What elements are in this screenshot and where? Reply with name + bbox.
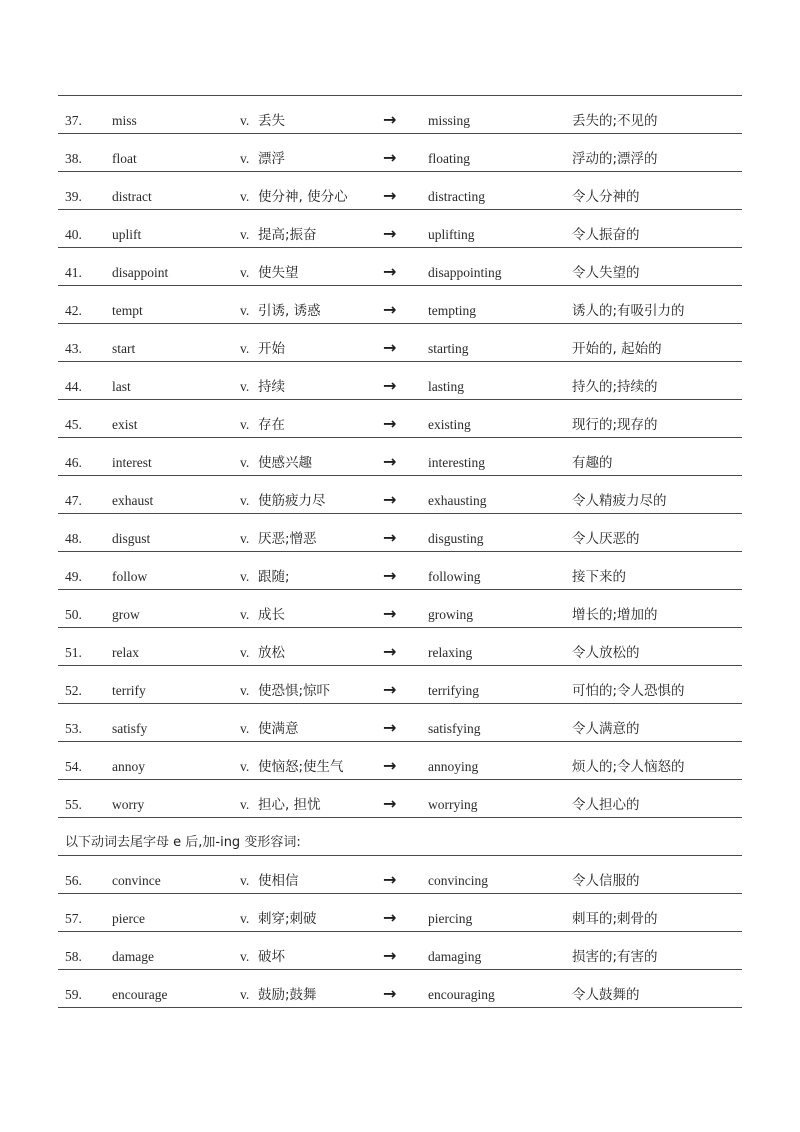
part-of-speech: v. bbox=[240, 151, 250, 166]
row-number: 39. bbox=[65, 189, 82, 204]
table-row bbox=[58, 134, 742, 172]
verb-word: pierce bbox=[112, 911, 145, 926]
arrow-icon: → bbox=[383, 566, 397, 585]
verb-meaning: 使分神, 使分心 bbox=[258, 189, 348, 205]
row-number: 42. bbox=[65, 303, 82, 318]
row-number: 51. bbox=[65, 645, 82, 660]
part-of-speech: v. bbox=[240, 721, 250, 736]
table-row bbox=[58, 514, 742, 552]
verb-word: distract bbox=[112, 189, 152, 204]
adjective-meaning: 令人厌恶的 bbox=[572, 531, 640, 547]
table-row bbox=[58, 438, 742, 476]
ing-form: disappointing bbox=[428, 265, 502, 280]
verb-meaning: 成长 bbox=[258, 607, 285, 623]
ing-form: exhausting bbox=[428, 493, 487, 508]
verb-word: exist bbox=[112, 417, 138, 432]
table-row bbox=[58, 552, 742, 590]
verb-meaning: 使恼怒;使生气 bbox=[258, 759, 344, 775]
part-of-speech: v. bbox=[240, 227, 250, 242]
verb-word: encourage bbox=[112, 987, 168, 1002]
verb-word: disgust bbox=[112, 531, 151, 546]
adjective-meaning: 令人信服的 bbox=[572, 873, 640, 889]
row-number: 59. bbox=[65, 987, 82, 1002]
verb-word: interest bbox=[112, 455, 152, 470]
row-number: 44. bbox=[65, 379, 82, 394]
verb-meaning: 破坏 bbox=[258, 949, 285, 965]
adjective-meaning: 刺耳的;刺骨的 bbox=[572, 911, 658, 927]
arrow-icon: → bbox=[383, 186, 397, 205]
table-row bbox=[58, 248, 742, 286]
row-number: 43. bbox=[65, 341, 82, 356]
part-of-speech: v. bbox=[240, 417, 250, 432]
part-of-speech: v. bbox=[240, 569, 250, 584]
part-of-speech: v. bbox=[240, 189, 250, 204]
verb-word: annoy bbox=[112, 759, 145, 774]
table-row bbox=[58, 970, 742, 1008]
verb-word: start bbox=[112, 341, 136, 356]
verb-meaning: 刺穿;刺破 bbox=[258, 911, 317, 927]
ing-form: convincing bbox=[428, 873, 488, 888]
part-of-speech: v. bbox=[240, 265, 250, 280]
table-row bbox=[58, 210, 742, 248]
table-row bbox=[58, 362, 742, 400]
ing-form: disgusting bbox=[428, 531, 484, 546]
part-of-speech: v. bbox=[240, 797, 250, 812]
table-row bbox=[58, 476, 742, 514]
row-number: 37. bbox=[65, 113, 82, 128]
table-group-2 bbox=[58, 856, 742, 1008]
verb-meaning: 使感兴趣 bbox=[258, 455, 312, 471]
adjective-meaning: 接下来的 bbox=[572, 569, 626, 585]
adjective-meaning: 有趣的 bbox=[572, 455, 613, 471]
ing-form: annoying bbox=[428, 759, 479, 774]
row-number: 45. bbox=[65, 417, 82, 432]
adjective-meaning: 令人分神的 bbox=[572, 189, 640, 205]
arrow-icon: → bbox=[383, 642, 397, 661]
table-row bbox=[58, 894, 742, 932]
ing-form: relaxing bbox=[428, 645, 473, 660]
verb-meaning: 跟随; bbox=[258, 569, 290, 585]
ing-form: growing bbox=[428, 607, 473, 622]
verb-word: convince bbox=[112, 873, 161, 888]
table-row bbox=[58, 96, 742, 134]
arrow-icon: → bbox=[383, 452, 397, 471]
verb-word: worry bbox=[112, 797, 145, 812]
verb-word: follow bbox=[112, 569, 148, 584]
row-number: 49. bbox=[65, 569, 82, 584]
verb-meaning: 鼓励;鼓舞 bbox=[258, 987, 317, 1003]
arrow-icon: → bbox=[383, 300, 397, 319]
part-of-speech: v. bbox=[240, 531, 250, 546]
verb-meaning: 持续 bbox=[258, 379, 285, 395]
ing-form: piercing bbox=[428, 911, 473, 926]
row-number: 41. bbox=[65, 265, 82, 280]
part-of-speech: v. bbox=[240, 113, 250, 128]
adjective-meaning: 丢失的;不见的 bbox=[572, 113, 658, 129]
table-row bbox=[58, 286, 742, 324]
arrow-icon: → bbox=[383, 490, 397, 509]
verb-word: miss bbox=[112, 113, 137, 128]
part-of-speech: v. bbox=[240, 873, 250, 888]
ing-form: damaging bbox=[428, 949, 482, 964]
table-group-1 bbox=[58, 96, 742, 818]
verb-word: float bbox=[112, 151, 137, 166]
part-of-speech: v. bbox=[240, 987, 250, 1002]
arrow-icon: → bbox=[383, 604, 397, 623]
row-number: 40. bbox=[65, 227, 82, 242]
section-note: 以下动词去尾字母 e 后,加-ing 变形容词: bbox=[65, 835, 301, 850]
verb-word: terrify bbox=[112, 683, 146, 698]
row-number: 54. bbox=[65, 759, 82, 774]
arrow-icon: → bbox=[383, 528, 397, 547]
verb-word: exhaust bbox=[112, 493, 154, 508]
adjective-meaning: 令人满意的 bbox=[572, 721, 640, 737]
verb-meaning: 担心, 担忧 bbox=[258, 797, 321, 813]
ing-form: interesting bbox=[428, 455, 485, 470]
verb-meaning: 放松 bbox=[258, 645, 285, 661]
ing-form: floating bbox=[428, 151, 470, 166]
adjective-meaning: 令人放松的 bbox=[572, 645, 640, 661]
row-number: 48. bbox=[65, 531, 82, 546]
verb-meaning: 使恐惧;惊吓 bbox=[258, 683, 331, 699]
ing-form: missing bbox=[428, 113, 471, 128]
adjective-meaning: 烦人的;令人恼怒的 bbox=[572, 759, 685, 775]
arrow-icon: → bbox=[383, 946, 397, 965]
verb-word: grow bbox=[112, 607, 140, 622]
arrow-icon: → bbox=[383, 870, 397, 889]
arrow-icon: → bbox=[383, 718, 397, 737]
table-row bbox=[58, 172, 742, 210]
verb-meaning: 使相信 bbox=[258, 873, 299, 889]
part-of-speech: v. bbox=[240, 379, 250, 394]
verb-word: relax bbox=[112, 645, 139, 660]
verb-meaning: 丢失 bbox=[258, 113, 285, 129]
ing-form: lasting bbox=[428, 379, 464, 394]
part-of-speech: v. bbox=[240, 759, 250, 774]
row-number: 57. bbox=[65, 911, 82, 926]
arrow-icon: → bbox=[383, 262, 397, 281]
adjective-meaning: 持久的;持续的 bbox=[572, 379, 658, 395]
adjective-meaning: 令人精疲力尽的 bbox=[572, 493, 667, 509]
adjective-meaning: 现行的;现存的 bbox=[572, 417, 658, 433]
part-of-speech: v. bbox=[240, 455, 250, 470]
arrow-icon: → bbox=[383, 756, 397, 775]
part-of-speech: v. bbox=[240, 607, 250, 622]
row-number: 50. bbox=[65, 607, 82, 622]
arrow-icon: → bbox=[383, 414, 397, 433]
table-row bbox=[58, 932, 742, 970]
verb-word: satisfy bbox=[112, 721, 148, 736]
table-row bbox=[58, 704, 742, 742]
ing-form: distracting bbox=[428, 189, 485, 204]
adjective-meaning: 开始的, 起始的 bbox=[572, 341, 662, 357]
adjective-meaning: 令人振奋的 bbox=[572, 227, 640, 243]
ing-form: worrying bbox=[428, 797, 478, 812]
adjective-meaning: 损害的;有害的 bbox=[572, 949, 658, 965]
adjective-meaning: 可怕的;令人恐惧的 bbox=[572, 683, 685, 699]
verb-meaning: 厌恶;憎恶 bbox=[258, 531, 317, 547]
row-number: 53. bbox=[65, 721, 82, 736]
arrow-icon: → bbox=[383, 984, 397, 1003]
arrow-icon: → bbox=[383, 908, 397, 927]
arrow-icon: → bbox=[383, 338, 397, 357]
adjective-meaning: 令人担心的 bbox=[572, 797, 640, 813]
ing-form: satisfying bbox=[428, 721, 481, 736]
part-of-speech: v. bbox=[240, 493, 250, 508]
verb-meaning: 使满意 bbox=[258, 721, 299, 737]
table-row bbox=[58, 324, 742, 362]
part-of-speech: v. bbox=[240, 645, 250, 660]
adjective-meaning: 浮动的;漂浮的 bbox=[572, 151, 658, 167]
verb-meaning: 使筋疲力尽 bbox=[258, 493, 326, 509]
verb-word: damage bbox=[112, 949, 154, 964]
ing-form: tempting bbox=[428, 303, 476, 318]
part-of-speech: v. bbox=[240, 341, 250, 356]
part-of-speech: v. bbox=[240, 303, 250, 318]
row-number: 55. bbox=[65, 797, 82, 812]
adjective-meaning: 令人失望的 bbox=[572, 265, 640, 281]
verb-word: last bbox=[112, 379, 131, 394]
table-row bbox=[58, 742, 742, 780]
verb-meaning: 开始 bbox=[258, 341, 285, 357]
arrow-icon: → bbox=[383, 794, 397, 813]
verb-meaning: 存在 bbox=[258, 417, 285, 433]
part-of-speech: v. bbox=[240, 949, 250, 964]
arrow-icon: → bbox=[383, 224, 397, 243]
section-note-row bbox=[58, 818, 742, 856]
ing-form: encouraging bbox=[428, 987, 495, 1002]
adjective-meaning: 诱人的;有吸引力的 bbox=[572, 303, 685, 319]
row-number: 52. bbox=[65, 683, 82, 698]
ing-form: starting bbox=[428, 341, 469, 356]
arrow-icon: → bbox=[383, 680, 397, 699]
arrow-icon: → bbox=[383, 148, 397, 167]
vocabulary-table bbox=[58, 95, 742, 1008]
table-row bbox=[58, 780, 742, 818]
arrow-icon: → bbox=[383, 376, 397, 395]
adjective-meaning: 令人鼓舞的 bbox=[572, 987, 640, 1003]
ing-form: following bbox=[428, 569, 481, 584]
ing-form: uplifting bbox=[428, 227, 475, 242]
verb-meaning: 漂浮 bbox=[258, 151, 285, 167]
row-number: 47. bbox=[65, 493, 82, 508]
verb-word: uplift bbox=[112, 227, 142, 242]
verb-meaning: 提高;振奋 bbox=[258, 227, 317, 243]
row-number: 46. bbox=[65, 455, 82, 470]
row-number: 56. bbox=[65, 873, 82, 888]
arrow-icon: → bbox=[383, 110, 397, 129]
verb-meaning: 使失望 bbox=[258, 265, 299, 281]
adjective-meaning: 增长的;增加的 bbox=[572, 607, 658, 623]
verb-word: tempt bbox=[112, 303, 143, 318]
table-row bbox=[58, 400, 742, 438]
table-row bbox=[58, 628, 742, 666]
part-of-speech: v. bbox=[240, 683, 250, 698]
verb-word: disappoint bbox=[112, 265, 169, 280]
verb-meaning: 引诱, 诱惑 bbox=[258, 303, 321, 319]
part-of-speech: v. bbox=[240, 911, 250, 926]
table-row bbox=[58, 856, 742, 894]
ing-form: terrifying bbox=[428, 683, 479, 698]
row-number: 38. bbox=[65, 151, 82, 166]
table-row bbox=[58, 590, 742, 628]
table-row bbox=[58, 666, 742, 704]
ing-form: existing bbox=[428, 417, 471, 432]
row-number: 58. bbox=[65, 949, 82, 964]
